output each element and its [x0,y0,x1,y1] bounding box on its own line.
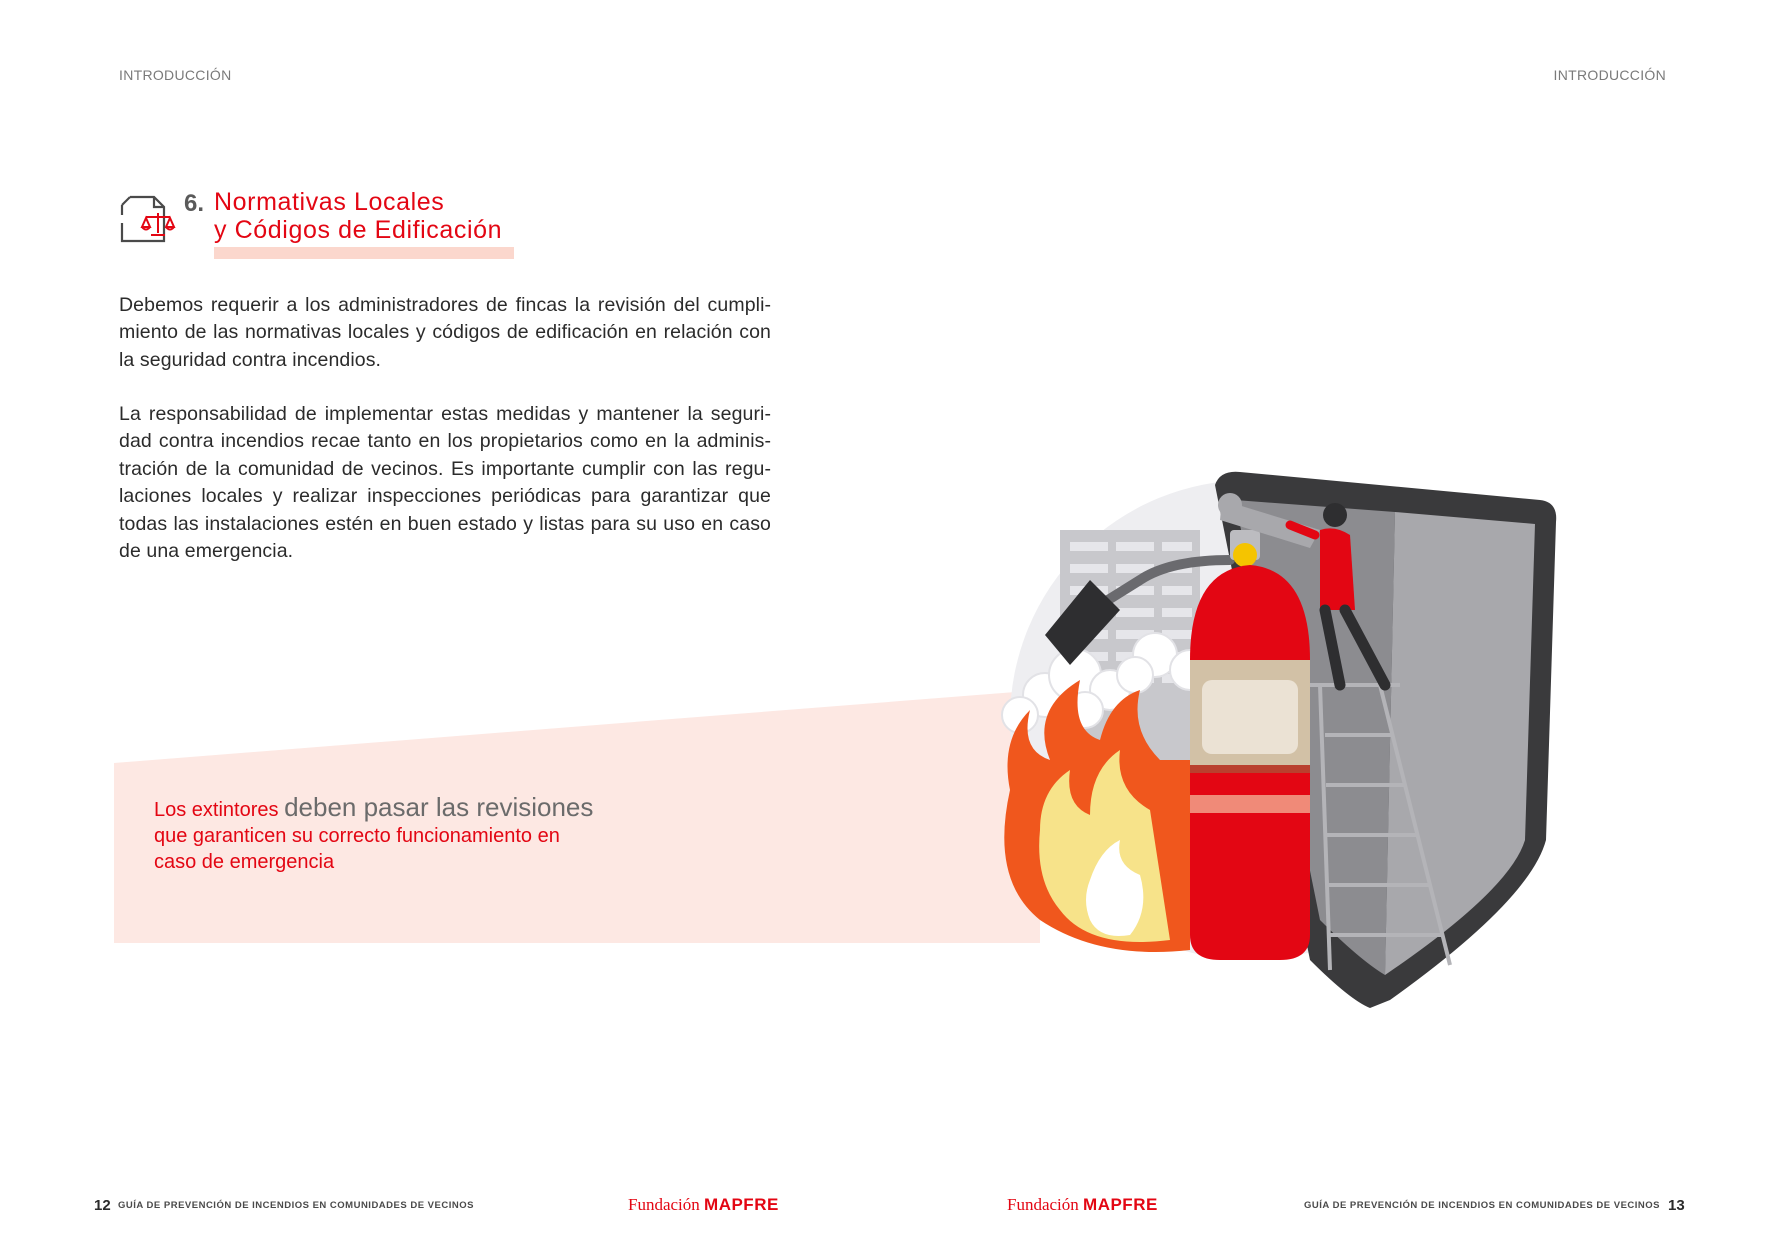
logo-brand-right: MAPFRE [1083,1195,1158,1214]
section-title-line2: y Códigos de Edificación [214,216,503,244]
running-head-right: INTRODUCCIÓN [1553,67,1666,83]
footer-title-left: GUÍA DE PREVENCIÓN DE INCENDIOS EN COMUNIDADES DE VECINOS [118,1200,474,1211]
body-paragraph-2: La responsabilidad de implementar estas medidas y mantener la seguridad contra incendios recae tanto en los propietarios como en la administración de la comunidad de vecinos. Es importante cumplir con las regulaciones locales y realizar inspecciones periódicas para garantizar que todas las instalaciones estén en buen estado y listas para su uso en caso de una emergencia. [119,402,771,562]
title-underline [214,247,514,259]
section-title [214,188,502,244]
callout-part-1: Los extintores [154,799,285,821]
page-number-right: 13 [1668,1197,1685,1214]
logo-brand: MAPFRE [704,1195,779,1214]
logo-prefix-right: Fundación [1007,1195,1079,1214]
fire-extinguisher-shield-illustration [990,460,1570,1020]
callout-part-3: que garanticen su correcto funcionamiento en caso de emergencia [154,825,560,873]
callout-part-2: deben pasar las revisiones [284,792,594,822]
page-number-left: 12 [94,1197,111,1214]
document-scales-icon [118,193,180,245]
fundacion-mapfre-logo-right [1007,1195,1158,1215]
footer-title-right: GUÍA DE PREVENCIÓN DE INCENDIOS EN COMUNIDADES DE VECINOS [1304,1200,1660,1211]
logo-prefix: Fundación [628,1195,700,1214]
section-number: 6. [184,190,205,217]
section-title-line1: Normativas Locales [214,188,445,216]
callout-quote [154,792,594,876]
body-paragraph-1: Debemos requerir a los administradores de fincas la revisión del cumplimiento de las normativas locales y códigos de edificación en relación con la seguridad contra incendios. [119,293,771,371]
running-head-left: INTRODUCCIÓN [119,67,232,83]
fundacion-mapfre-logo [628,1195,779,1215]
